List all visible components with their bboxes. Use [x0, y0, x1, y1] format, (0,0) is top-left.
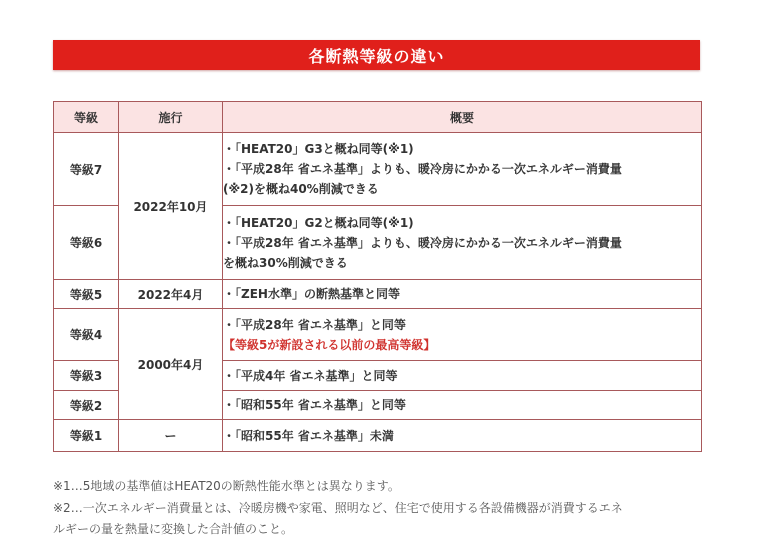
table-row — [54, 280, 702, 309]
summary-cell — [223, 133, 702, 206]
summary-cell — [223, 280, 702, 309]
grade-cell: 等級1 — [54, 420, 119, 452]
summary-line: ・「昭和55年 省エネ基準」と同等 — [223, 398, 406, 412]
summary-line: ・「平成28年 省エネ基準」よりも、暖冷房にかかる一次エネルギー消費量 — [223, 235, 622, 250]
grade-cell: 等級4 — [54, 309, 119, 361]
date-cell: 2022年10月 — [119, 133, 223, 280]
summary-line: ・「ZEH水準」の断熱基準と同等 — [223, 287, 400, 301]
date-cell: ー — [119, 420, 223, 452]
summary-line: ・「HEAT20」G3と概ね同等(※1) — [223, 142, 414, 156]
summary-line: ・「HEAT20」G2と概ね同等(※1) — [223, 215, 414, 230]
footnote-1: ※1…5地域の基準値はHEAT20の断熱性能水準とは異なります。 — [53, 479, 400, 493]
summary-line: ・「平成4年 省エネ基準」と同等 — [223, 368, 398, 383]
header-grade: 等級 — [54, 102, 119, 133]
summary-line: ・「昭和55年 省エネ基準」未満 — [223, 428, 394, 443]
highlight-note: 【等級5が新設される以前の最高等級】 — [223, 337, 436, 352]
page-title: 各断熱等級の違い — [53, 40, 700, 70]
date-cell: 2000年4月 — [119, 309, 223, 420]
date-cell: 2022年4月 — [119, 280, 223, 309]
table-header-row — [54, 102, 702, 133]
footnote-2: ※2…一次エネルギー消費量とは、冷暖房機や家電、照明など、住宅で使用する各設備機器が消費するエネ — [53, 500, 623, 515]
table-row — [54, 133, 702, 206]
footnotes — [53, 476, 733, 541]
table-row — [54, 420, 702, 452]
grade-cell: 等級3 — [54, 361, 119, 391]
summary-cell — [223, 206, 702, 280]
summary-line: を概ね30%削減できる — [223, 255, 348, 270]
summary-cell — [223, 420, 702, 452]
summary-cell — [223, 309, 702, 361]
grade-cell: 等級7 — [54, 133, 119, 206]
summary-line: ・「平成28年 省エネ基準」と同等 — [223, 317, 406, 332]
insulation-grade-table — [53, 101, 702, 452]
table-row — [54, 309, 702, 361]
summary-cell — [223, 391, 702, 420]
summary-line: (※2)を概ね40%削減できる — [223, 182, 379, 196]
footnote-2-continued: ルギーの量を熱量に変換した合計値のこと。 — [53, 522, 294, 536]
grade-cell: 等級6 — [54, 206, 119, 280]
summary-line: ・「平成28年 省エネ基準」よりも、暖冷房にかかる一次エネルギー消費量 — [223, 162, 622, 176]
summary-cell — [223, 361, 702, 391]
grade-cell: 等級2 — [54, 391, 119, 420]
header-summary: 概要 — [223, 102, 702, 133]
grade-cell: 等級5 — [54, 280, 119, 309]
header-enforcement-date: 施行 — [119, 102, 223, 133]
